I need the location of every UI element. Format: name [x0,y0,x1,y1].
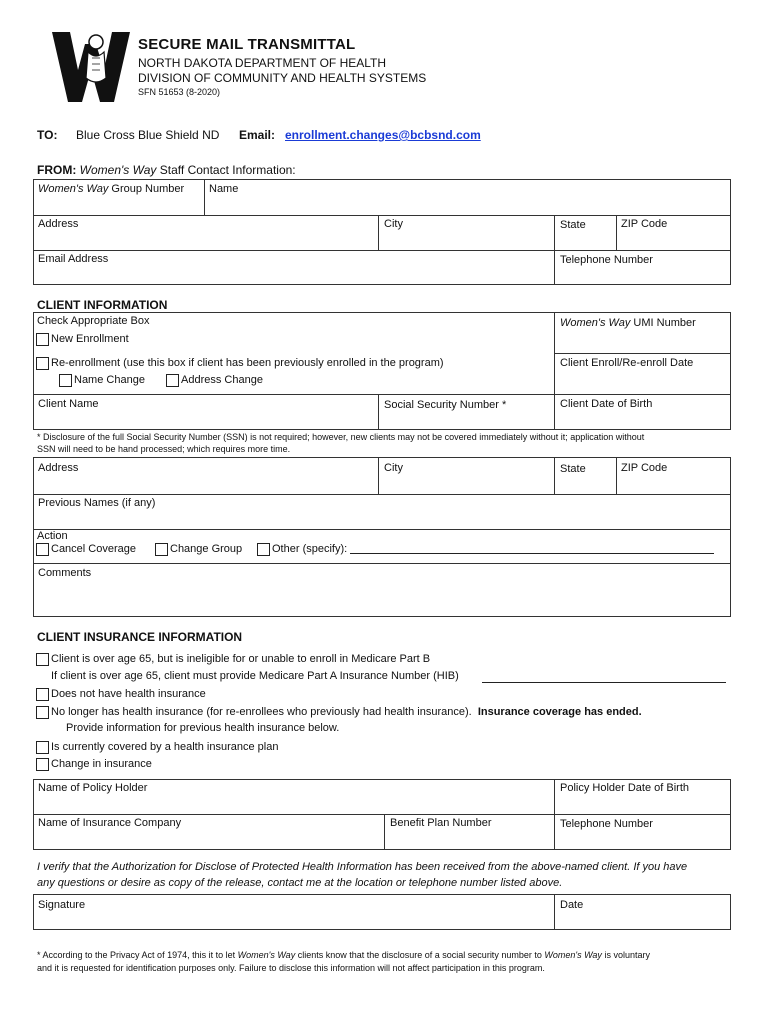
from-program: Women's Way [79,163,157,177]
umi-number-field[interactable] [560,317,696,329]
ssn-disclosure-note-2: SSN will need to be hand processed; which requires more time. [37,444,291,454]
client-info-title: CLIENT INFORMATION [37,298,168,312]
other-specify-label: Other (specify): [272,543,348,555]
comments-field[interactable]: Comments [38,567,92,579]
group-number-label: Group Number [111,183,185,195]
footer-text-2: clients know that the disclosure of a social security number to [297,950,542,960]
date-field[interactable]: Date [560,899,584,911]
divider [33,250,731,251]
reenrollment-label: Re-enrollment (use this box if client has been previously enrolled in the program) [51,357,444,369]
to-recipient: Blue Cross Blue Shield ND [76,128,220,142]
form-title: SECURE MAIL TRANSMITTAL [138,36,356,53]
divider [616,457,617,494]
client-name-field[interactable]: Client Name [38,398,99,410]
currently-covered-checkbox[interactable] [36,741,49,754]
client-info-table [33,312,731,430]
over-65-label: Client is over age 65, but is ineligible for or unable to enroll in Medicare Part B [51,653,431,665]
from-label: FROM: [37,163,77,177]
enroll-date-field[interactable]: Client Enroll/Re-enroll Date [560,357,694,369]
staff-city-field[interactable]: City [384,218,403,230]
no-insurance-label: Does not have health insurance [51,688,206,700]
divider [33,529,731,530]
ssn-disclosure-note: * Disclosure of the full Social Security Number (SSN) is not required; however, new clients may not be covered immediately without it; application without [37,432,645,442]
division-name: DIVISION OF COMMUNITY AND HEALTH SYSTEMS [138,71,427,85]
staff-email-field[interactable]: Email Address [38,253,109,265]
group-number-field[interactable] [38,183,184,195]
insurance-company-field[interactable]: Name of Insurance Company [38,817,182,829]
client-address-table [33,457,731,617]
change-insurance-label: Change in insurance [51,758,152,770]
no-longer-insured-checkbox[interactable] [36,706,49,719]
divider [33,814,731,815]
other-checkbox[interactable] [257,543,270,556]
privacy-act-note [37,950,650,960]
footer-program-1: Women's Way [237,950,296,960]
from-rest: Staff Contact Information: [159,163,296,177]
client-zip-field[interactable]: ZIP Code [621,462,668,474]
staff-name-field[interactable]: Name [209,183,239,195]
divider [33,394,731,395]
divider [384,814,385,850]
staff-zip-field[interactable]: ZIP Code [621,218,668,230]
privacy-act-note-2: and it is requested for identification purposes only. Failure to disclose this information will not affect participation in this program. [37,963,545,973]
policy-holder-field[interactable]: Name of Policy Holder [38,782,148,794]
department-name: NORTH DAKOTA DEPARTMENT OF HEALTH [138,56,387,70]
client-address-field[interactable]: Address [38,462,79,474]
new-enrollment-label: New Enrollment [51,333,129,345]
footer-text-1: * According to the Privacy Act of 1974, this it to let [37,950,236,960]
divider [554,894,555,930]
staff-address-field[interactable]: Address [38,218,79,230]
new-enrollment-checkbox[interactable] [36,333,49,346]
client-dob-field[interactable]: Client Date of Birth [560,398,653,410]
to-label: TO: [37,128,58,142]
currently-covered-label: Is currently covered by a health insurance plan [51,741,279,753]
insurance-title: CLIENT INSURANCE INFORMATION [37,630,243,644]
divider [33,494,731,495]
no-longer-text: No longer has health insurance (for re-enrollees who previously had health insurance). [51,706,472,718]
action-label: Action [37,530,68,542]
cancel-coverage-checkbox[interactable] [36,543,49,556]
divider [554,457,555,494]
other-specify-line[interactable] [350,553,714,554]
divider [378,394,379,430]
reenrollment-checkbox[interactable] [36,357,49,370]
footer-text-3: is voluntary [604,950,650,960]
divider [554,215,555,285]
recipient-email-link[interactable]: enrollment.changes@bcbsnd.com [285,128,481,142]
divider [378,457,379,494]
name-change-checkbox[interactable] [59,374,72,387]
verification-text-2: any questions or desire as copy of the release, contact me at the location or telephone number listed above. [37,877,563,889]
no-longer-insured-label [51,706,642,718]
verification-text: I verify that the Authorization for Disclose of Protected Health Information has been received from the above-named client. If you have [37,861,688,873]
signature-table [33,894,731,930]
cancel-coverage-label: Cancel Coverage [51,543,136,555]
address-change-checkbox[interactable] [166,374,179,387]
over-65-checkbox[interactable] [36,653,49,666]
address-change-label: Address Change [181,374,263,386]
divider [33,563,731,564]
umi-label: UMI Number [633,317,696,329]
form-number: SFN 51653 (8-2020) [138,87,221,97]
previous-insurance-instruction: Provide information for previous health insurance below. [66,722,340,734]
from-heading [37,163,296,177]
medicare-hib-line[interactable] [482,682,726,683]
policy-holder-dob-field[interactable]: Policy Holder Date of Birth [560,782,689,794]
staff-telephone-field[interactable]: Telephone Number [560,254,653,266]
womens-way-logo [52,30,132,104]
ssn-field[interactable]: Social Security Number * [384,399,507,411]
insurance-telephone-field[interactable]: Telephone Number [560,818,653,830]
check-box-instruction: Check Appropriate Box [37,315,150,327]
medicare-hib-label: If client is over age 65, client must provide Medicare Part A Insurance Number (HIB) [51,670,459,682]
client-city-field[interactable]: City [384,462,403,474]
divider [554,312,555,430]
no-insurance-checkbox[interactable] [36,688,49,701]
change-group-label: Change Group [170,543,243,555]
change-insurance-checkbox[interactable] [36,758,49,771]
group-number-program: Women's Way [38,183,109,195]
divider [378,215,379,250]
divider [554,353,731,354]
divider [616,215,617,250]
name-change-label: Name Change [74,374,145,386]
email-label: Email: [239,128,276,142]
benefit-plan-field[interactable]: Benefit Plan Number [390,817,492,829]
client-state-field[interactable]: State [560,463,586,475]
umi-program: Women's Way [560,317,631,329]
previous-names-field[interactable]: Previous Names (if any) [38,497,156,509]
coverage-ended-text: Insurance coverage has ended. [477,706,642,718]
divider [33,215,731,216]
signature-field[interactable]: Signature [38,899,86,911]
staff-state-field[interactable]: State [560,219,586,231]
change-group-checkbox[interactable] [155,543,168,556]
divider [204,179,205,215]
footer-program-2: Women's Way [544,950,602,960]
